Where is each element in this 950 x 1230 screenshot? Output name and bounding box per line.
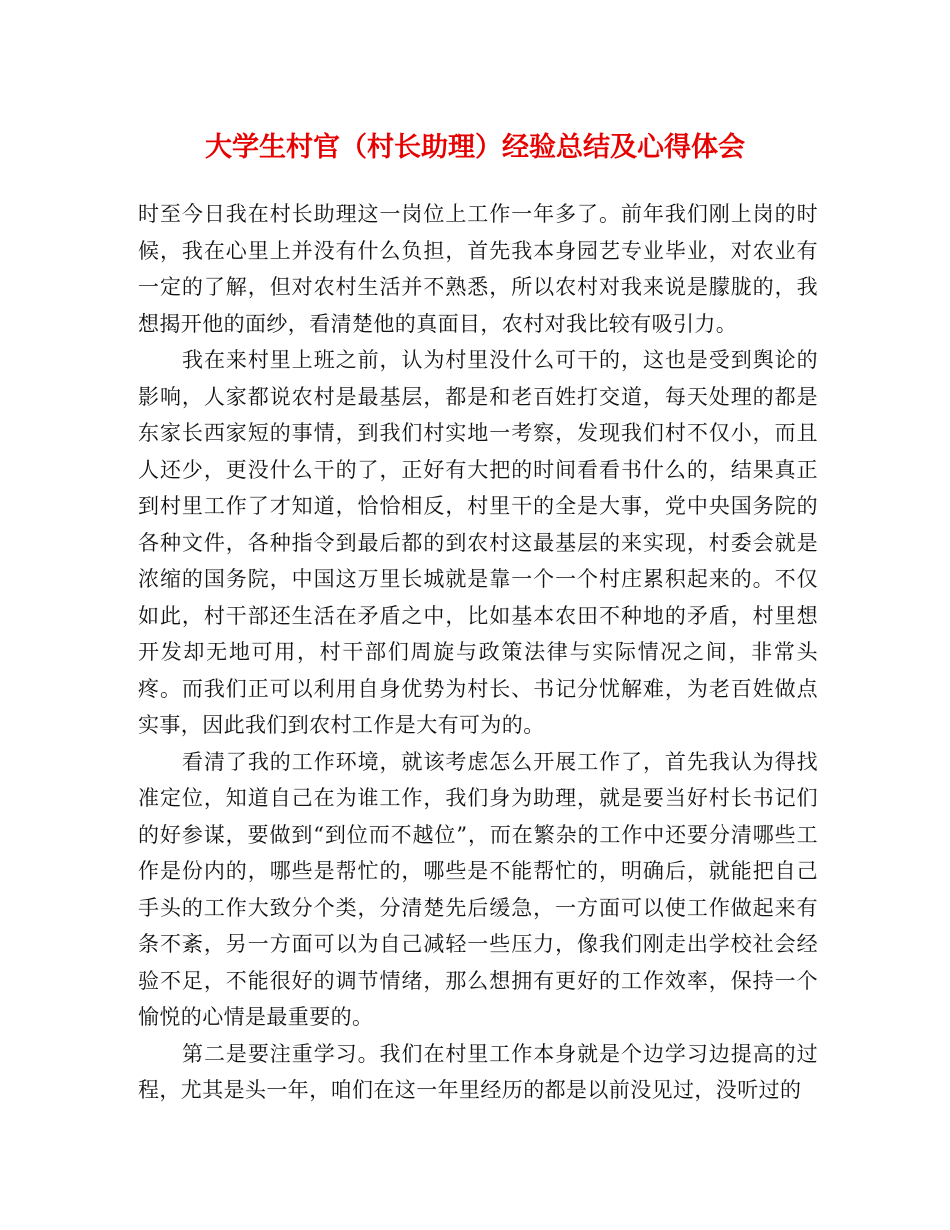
paragraph-1: 时至今日我在村长助理这一岗位上工作一年多了。前年我们刚上岗的时候，我在心里上并没有什么负担，首先我本身园艺专业毕业，对农业有一定的了解，但对农村生活并不熟悉，所以农村对我来说是朦胧的，我想揭开他的面纱，看清楚他的真面目，农村对我比较有吸引力。 xyxy=(138,202,818,336)
document-title: 大学生村官（村长助理）经验总结及心得体会 xyxy=(205,132,745,163)
document-body xyxy=(138,196,818,1109)
paragraph-4: 第二是要注重学习。我们在村里工作本身就是个边学习边提高的过程，尤其是头一年，咱们在这一年里经历的都是以前没见过，没听过的 xyxy=(138,1041,818,1102)
paragraph-3: 看清了我的工作环境，就该考虑怎么开展工作了，首先我认为得找准定位，知道自己在为谁工作，我们身为助理，就是要当好村长书记们的好参谋，要做到“到位而不越位”，而在繁杂的工作中还要分清哪些工作是份内的，哪些是帮忙的，哪些是不能帮忙的，明确后，就能把自己手头的工作大致分个类，分清楚先后缓急，一方面可以使工作做起来有条不紊，另一方面可以为自己减轻一些压力，像我们刚走出学校社会经验不足，不能很好的调节情绪，那么想拥有更好的工作效率，保持一个愉悦的心情是最重要的。 xyxy=(138,749,818,1029)
paragraph-2: 我在来村里上班之前，认为村里没什么可干的，这也是受到舆论的影响，人家都说农村是最基层，都是和老百姓打交道，每天处理的都是东家长西家短的事情，到我们村实地一考察，发现我们村不仅小，而且人还少，更没什么干的了，正好有大把的时间看看书什么的，结果真正到村里工作了才知道，恰恰相反，村里干的全是大事，党中央国务院的各种文件，各种指令到最后都的到农村这最基层的来实现，村委会就是浓缩的国务院，中国这万里长城就是靠一个一个村庄累积起来的。不仅如此，村干部还生活在矛盾之中，比如基本农田不种地的矛盾，村里想开发却无地可用，村干部们周旋与政策法律与实际情况之间，非常头疼。而我们正可以利用自身优势为村长、书记分忧解难，为老百姓做点实事，因此我们到农村工作是大有可为的。 xyxy=(138,348,818,737)
